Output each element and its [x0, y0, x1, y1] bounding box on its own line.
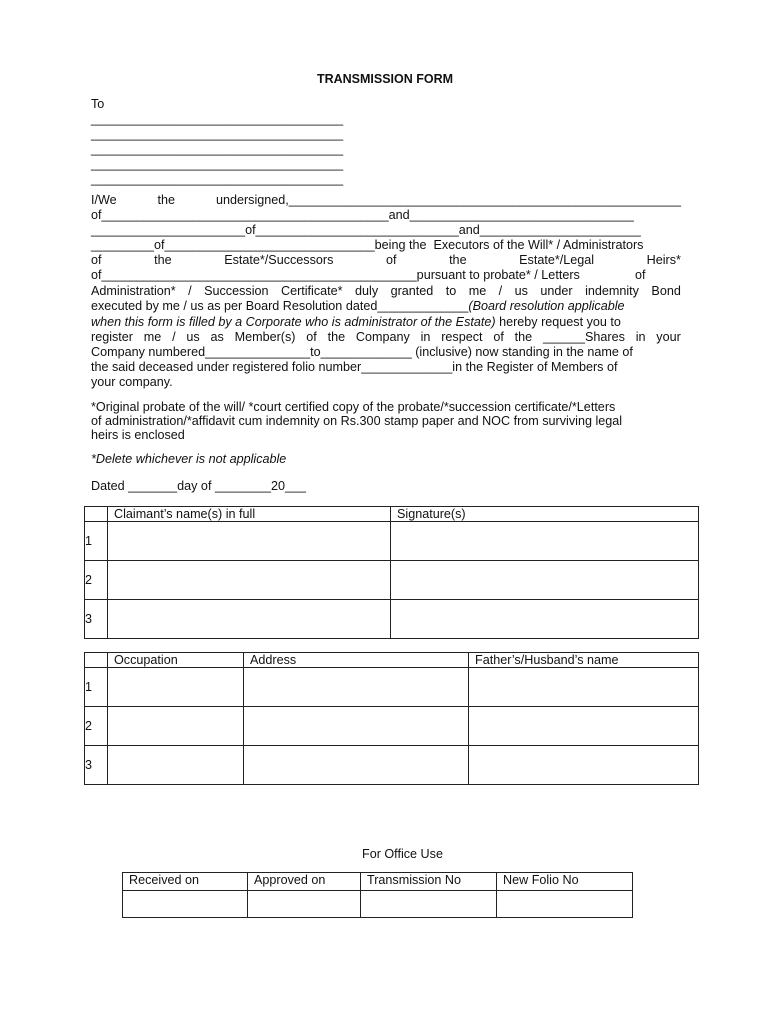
address-cell[interactable] — [244, 746, 469, 785]
body-word: of — [306, 330, 317, 344]
body-line-2: of_________________________________________and________________________________ — [91, 208, 634, 222]
father-husband-name-cell[interactable] — [469, 746, 699, 785]
table-row — [123, 891, 633, 918]
body-word: of — [91, 253, 102, 267]
office-use-heading: For Office Use — [362, 847, 443, 861]
body-word: us — [514, 284, 528, 298]
enclosure-note: heirs is enclosed — [91, 428, 185, 442]
body-line-9 — [91, 315, 621, 329]
body-word: Certificate* — [280, 284, 343, 298]
occupation-table — [84, 652, 699, 785]
signature-cell[interactable] — [391, 522, 699, 561]
body-word: of — [385, 253, 397, 267]
address-line: ____________________________________ — [91, 127, 344, 141]
row-number: 1 — [85, 668, 108, 707]
form-title: TRANSMISSION FORM — [316, 72, 454, 86]
body-word: / — [498, 284, 503, 298]
body-line-11: Company numbered_______________to_____________ (inclusive) now standing in the name of — [91, 345, 633, 359]
body-italic-text: (Board resolution applicable — [468, 299, 625, 313]
table-header-row — [85, 653, 699, 668]
body-line-3: ______________________of_____________________________and_______________________ — [91, 223, 641, 237]
delete-note: *Delete whichever is not applicable — [91, 452, 287, 466]
father-husband-name-cell[interactable] — [469, 668, 699, 707]
body-line-1 — [91, 193, 681, 208]
body-line-4: _________of______________________________being the Executors of the Will* / Administrators — [91, 238, 644, 252]
body-word: Estate*/Legal — [519, 253, 595, 267]
body-word: Estate*/Successors — [224, 253, 334, 267]
address-cell[interactable] — [244, 707, 469, 746]
address-cell[interactable] — [244, 668, 469, 707]
body-word: under — [540, 284, 573, 298]
body-word: indemnity — [585, 284, 639, 298]
table-row — [85, 707, 699, 746]
table-row — [85, 668, 699, 707]
body-line-6a: of_____________________________________________pursuant to probate* / Letters — [91, 268, 580, 282]
address-line: ____________________________________ — [91, 112, 344, 126]
occupation-cell[interactable] — [108, 746, 244, 785]
body-word: Member(s) — [234, 330, 296, 344]
body-word: respect — [441, 330, 483, 344]
body-word: the — [154, 253, 172, 267]
body-line-13: your company. — [91, 375, 173, 389]
body-word: me — [143, 330, 162, 344]
table-row — [85, 561, 699, 600]
transmission-no-cell[interactable] — [361, 891, 497, 918]
row-number: 3 — [85, 600, 108, 639]
body-word: us — [186, 330, 200, 344]
body-word: the — [449, 253, 467, 267]
table-header-cell: Received on — [123, 873, 248, 891]
table-header-cell: Address — [244, 653, 469, 668]
to-label: To — [91, 97, 105, 111]
table-header-cell — [85, 653, 108, 668]
body-line-6b: of — [635, 268, 646, 282]
body-word: me — [468, 284, 487, 298]
body-word: undersigned,________________________________________________________ — [215, 193, 681, 207]
claimant-table — [84, 506, 699, 639]
enclosure-note: *Original probate of the will/ *court certified copy of the probate/*succession certificate/*Letters — [91, 400, 616, 414]
body-italic-text: when this form is filled by a Corporate who is administrator of the Estate) — [91, 315, 496, 329]
body-word: as — [210, 330, 224, 344]
row-number: 2 — [85, 707, 108, 746]
address-line: ____________________________________ — [91, 142, 344, 156]
body-line-10 — [91, 330, 681, 345]
body-line-7 — [91, 284, 681, 299]
occupation-cell[interactable] — [108, 668, 244, 707]
table-header-cell — [85, 507, 108, 522]
table-header-cell: Occupation — [108, 653, 244, 668]
body-line-8 — [91, 299, 625, 313]
body-word: Succession — [204, 284, 269, 298]
body-word: Bond — [651, 284, 681, 298]
claimant-name-cell[interactable] — [108, 561, 391, 600]
table-header-cell: New Folio No — [497, 873, 633, 891]
table-row — [85, 522, 699, 561]
body-word: Heirs* — [646, 253, 681, 267]
received-on-cell[interactable] — [123, 891, 248, 918]
signature-cell[interactable] — [391, 600, 699, 639]
body-word: to — [445, 284, 457, 298]
table-header-cell: Approved on — [248, 873, 361, 891]
dated-line: Dated _______day of ________20___ — [91, 479, 306, 493]
new-folio-no-cell[interactable] — [497, 891, 633, 918]
father-husband-name-cell[interactable] — [469, 707, 699, 746]
table-header-cell: Father’s/Husband’s name — [469, 653, 699, 668]
body-word: I/We — [91, 193, 117, 207]
body-word: in — [420, 330, 431, 344]
body-word: of — [493, 330, 504, 344]
table-row — [85, 746, 699, 785]
body-line-12: the said deceased under registered folio number_____________in the Register of Members of — [91, 360, 618, 374]
row-number: 2 — [85, 561, 108, 600]
body-word: the — [514, 330, 533, 344]
body-word: Company — [355, 330, 410, 344]
body-word: / — [172, 330, 176, 344]
body-word: ______Shares — [542, 330, 625, 344]
body-word: the — [157, 193, 176, 207]
enclosure-note: of administration/*affidavit cum indemnity on Rs.300 stamp paper and NOC from surviving legal — [91, 414, 623, 428]
approved-on-cell[interactable] — [248, 891, 361, 918]
table-header-row — [123, 873, 633, 891]
body-word: Administration* — [91, 284, 176, 298]
address-line: ____________________________________ — [91, 172, 344, 186]
body-line-5 — [91, 253, 681, 268]
table-row — [85, 600, 699, 639]
body-word: duly — [355, 284, 379, 298]
table-header-cell: Transmission No — [361, 873, 497, 891]
table-header-cell: Claimant’s name(s) in full — [108, 507, 391, 522]
body-text: executed by me / us as per Board Resolution dated_____________ — [91, 299, 469, 313]
body-word: granted — [390, 284, 434, 298]
occupation-cell[interactable] — [108, 707, 244, 746]
body-word: in — [635, 330, 646, 344]
body-word: register — [91, 330, 133, 344]
claimant-name-cell[interactable] — [108, 522, 391, 561]
body-text: hereby request you to — [495, 315, 621, 329]
body-word: your — [656, 330, 681, 344]
body-word: the — [327, 330, 346, 344]
signature-cell[interactable] — [391, 561, 699, 600]
row-number: 3 — [85, 746, 108, 785]
address-line: ____________________________________ — [91, 157, 344, 171]
office-use-table — [122, 872, 633, 918]
claimant-name-cell[interactable] — [108, 600, 391, 639]
table-header-row — [85, 507, 699, 522]
table-header-cell: Signature(s) — [391, 507, 699, 522]
body-word: / — [188, 284, 192, 298]
row-number: 1 — [85, 522, 108, 561]
